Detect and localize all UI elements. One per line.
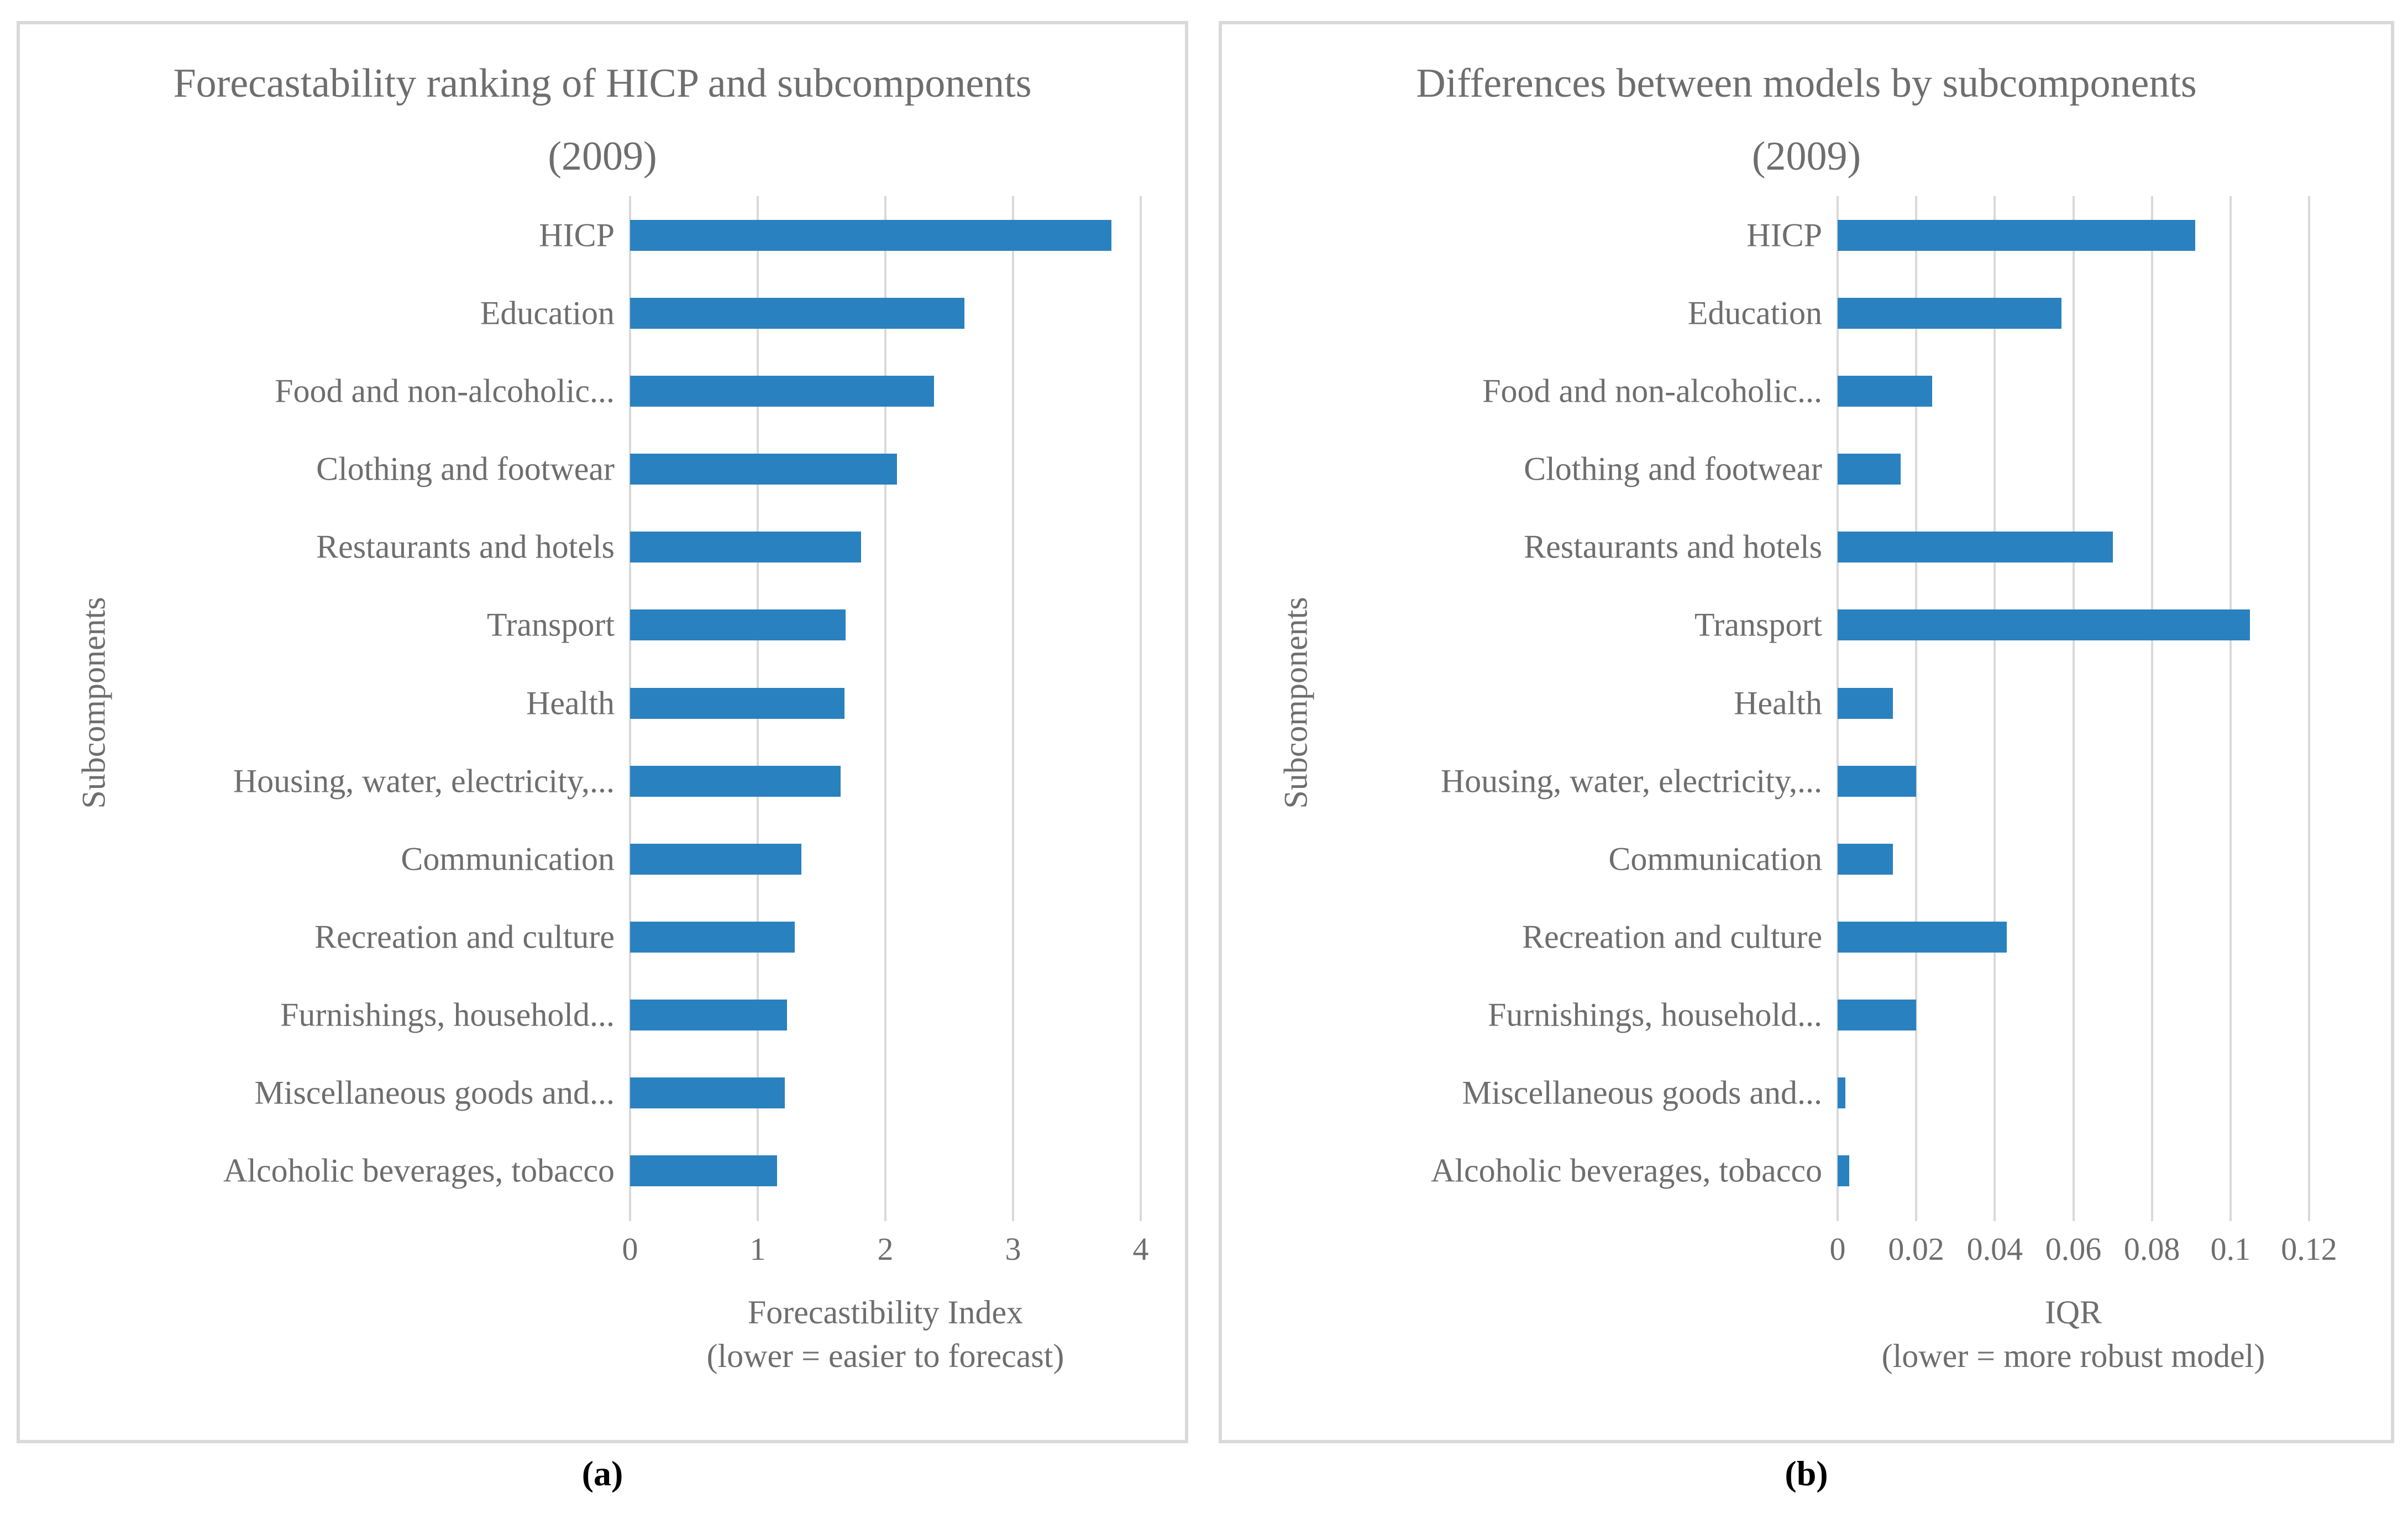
chart-b-bar-housing-water-electricity <box>1838 766 1916 797</box>
chart-a-bar-furnishings-household <box>630 1000 787 1030</box>
chart-a-bar-miscellaneous-goods-and <box>630 1077 785 1108</box>
chart-a-bar-housing-water-electricity <box>630 766 841 797</box>
chart-a-gridline-4 <box>1140 196 1142 1210</box>
chart-a-x-axis-title-line1: Forecastibility Index <box>747 1294 1024 1331</box>
chart-a-tick-mark-0 <box>629 1210 631 1221</box>
chart-b-tick-mark-0.06 <box>2073 1210 2075 1221</box>
chart-a-tick-mark-2 <box>884 1210 886 1221</box>
chart-panel-a <box>17 21 1188 1443</box>
chart-b-bar-clothing-and-footwear <box>1838 454 1901 485</box>
chart-b-tick-mark-0.1 <box>2229 1210 2232 1221</box>
chart-b-title-line1: Differences between models by subcomponents <box>1416 61 2197 106</box>
chart-b-gridline-0.08 <box>2151 196 2153 1210</box>
chart-a-tick-mark-1 <box>757 1210 759 1221</box>
chart-b-category-label-clothing-and-footwear: Clothing and footwear <box>1524 450 1822 487</box>
chart-a-y-axis-title: Subcomponents <box>75 597 112 809</box>
chart-a-category-label-furnishings-household: Furnishings, household... <box>280 996 615 1033</box>
chart-a-tick-label-2: 2 <box>877 1231 894 1267</box>
chart-b-bar-miscellaneous-goods-and <box>1838 1077 1845 1108</box>
chart-a-bar-alcoholic-beverages-tobacco <box>630 1155 777 1186</box>
chart-b-tick-mark-0 <box>1837 1210 1839 1221</box>
chart-panel-b <box>1219 21 2394 1443</box>
chart-b-y-axis-title: Subcomponents <box>1277 597 1314 809</box>
chart-b-bar-restaurants-and-hotels <box>1838 532 2113 562</box>
chart-a-title <box>20 48 1185 193</box>
chart-b-bar-furnishings-household <box>1838 1000 1916 1030</box>
chart-b-tick-label-0.12: 0.12 <box>2281 1231 2337 1267</box>
chart-b-gridline-0.02 <box>1915 196 1917 1210</box>
chart-a-bar-communication <box>630 844 801 875</box>
chart-b-tick-mark-0.12 <box>2308 1210 2310 1221</box>
chart-a-bar-restaurants-and-hotels <box>630 532 861 562</box>
chart-a-category-label-restaurants-and-hotels: Restaurants and hotels <box>316 528 615 565</box>
chart-b-tick-label-0.04: 0.04 <box>1966 1231 2023 1267</box>
chart-a-tick-label-1: 1 <box>749 1231 766 1267</box>
chart-b-tick-label-0.1: 0.1 <box>2210 1231 2251 1267</box>
chart-a-bar-health <box>630 688 844 719</box>
chart-a-tick-mark-4 <box>1140 1210 1142 1221</box>
chart-b-category-label-communication: Communication <box>1608 840 1822 877</box>
chart-b-x-axis-title-line1: IQR <box>2044 1294 2102 1331</box>
chart-b-tick-label-0.08: 0.08 <box>2123 1231 2180 1267</box>
chart-a-tick-label-0: 0 <box>622 1231 638 1267</box>
chart-a-category-label-transport: Transport <box>486 606 615 643</box>
chart-b-bar-communication <box>1838 844 1893 875</box>
chart-b-gridline-0.04 <box>1993 196 1996 1210</box>
chart-a-title-line2: (2009) <box>548 133 657 179</box>
chart-b-bar-alcoholic-beverages-tobacco <box>1838 1155 1849 1186</box>
chart-a-bar-clothing-and-footwear <box>630 454 897 485</box>
chart-a-category-label-hicp: HICP <box>539 217 615 254</box>
chart-b-bar-food-and-non-alcoholic <box>1838 376 1932 407</box>
chart-b-category-label-health: Health <box>1734 685 1822 721</box>
chart-b-tick-mark-0.02 <box>1915 1210 1917 1221</box>
chart-b-tick-label-0.06: 0.06 <box>2045 1231 2102 1267</box>
chart-b-bar-transport <box>1838 609 2250 640</box>
chart-b-bar-health <box>1838 688 1893 719</box>
chart-b-tick-label-0: 0 <box>1829 1231 1846 1267</box>
chart-a-gridline-2 <box>884 196 886 1210</box>
chart-b-x-axis-title-line2: (lower = more robust model) <box>1881 1338 2265 1375</box>
chart-b-category-label-furnishings-household: Furnishings, household... <box>1487 996 1822 1033</box>
chart-a-tick-mark-3 <box>1012 1210 1014 1221</box>
chart-b-category-label-transport: Transport <box>1694 606 1822 643</box>
chart-a-category-label-housing-water-electricity: Housing, water, electricity,... <box>233 762 615 800</box>
chart-b-category-label-hicp: HICP <box>1746 217 1822 254</box>
chart-a-category-label-clothing-and-footwear: Clothing and footwear <box>316 450 615 487</box>
chart-a-tick-label-4: 4 <box>1132 1231 1149 1267</box>
chart-a-category-label-recreation-and-culture: Recreation and culture <box>314 918 615 955</box>
chart-b-category-label-miscellaneous-goods-and: Miscellaneous goods and... <box>1462 1074 1822 1111</box>
chart-b-tick-mark-0.08 <box>2151 1210 2153 1221</box>
chart-a-tick-label-3: 3 <box>1005 1231 1021 1267</box>
chart-b-bar-education <box>1838 298 2061 329</box>
chart-a-category-label-education: Education <box>480 295 615 332</box>
chart-a-bar-recreation-and-culture <box>630 922 795 953</box>
chart-b-title <box>1222 48 2391 193</box>
chart-a-title-line1: Forecastability ranking of HICP and subcomponents <box>173 61 1032 106</box>
chart-b-category-label-food-and-non-alcoholic: Food and non-alcoholic... <box>1482 372 1822 409</box>
chart-a-category-label-food-and-non-alcoholic: Food and non-alcoholic... <box>275 372 615 409</box>
chart-a-category-label-miscellaneous-goods-and: Miscellaneous goods and... <box>254 1074 615 1111</box>
chart-b-category-label-alcoholic-beverages-tobacco: Alcoholic beverages, tobacco <box>1430 1152 1822 1189</box>
chart-a-bar-transport <box>630 609 846 640</box>
chart-b-category-label-education: Education <box>1687 295 1822 332</box>
chart-b-tick-label-0.02: 0.02 <box>1888 1231 1944 1267</box>
chart-b-tick-mark-0.04 <box>1993 1210 1996 1221</box>
chart-a-bar-hicp <box>630 220 1111 251</box>
caption-b: (b) <box>1785 1454 1828 1493</box>
chart-b-category-label-recreation-and-culture: Recreation and culture <box>1522 918 1822 955</box>
chart-b-bar-hicp <box>1838 220 2195 251</box>
chart-b-gridline-0.06 <box>2073 196 2075 1210</box>
chart-a-bar-education <box>630 298 964 329</box>
chart-a-category-label-communication: Communication <box>401 840 615 877</box>
caption-a: (a) <box>581 1454 623 1493</box>
chart-a-gridline-3 <box>1012 196 1014 1210</box>
chart-a-x-axis-title-line2: (lower = easier to forecast) <box>706 1338 1064 1375</box>
chart-a-category-label-health: Health <box>526 685 615 721</box>
chart-b-x-axis-title <box>1838 1291 2309 1378</box>
chart-a-category-label-alcoholic-beverages-tobacco: Alcoholic beverages, tobacco <box>223 1152 615 1189</box>
chart-b-category-label-restaurants-and-hotels: Restaurants and hotels <box>1524 528 1822 565</box>
chart-b-bar-recreation-and-culture <box>1838 922 2007 953</box>
chart-b-gridline-0.1 <box>2229 196 2232 1210</box>
chart-b-gridline-0.12 <box>2308 196 2310 1210</box>
chart-b-category-label-housing-water-electricity: Housing, water, electricity,... <box>1440 762 1822 800</box>
chart-b-plot-area <box>1222 196 2391 1267</box>
chart-b-title-line2: (2009) <box>1751 133 1861 179</box>
chart-a-x-axis-title <box>630 1291 1141 1378</box>
chart-a-plot-area <box>20 196 1185 1267</box>
chart-a-bar-food-and-non-alcoholic <box>630 376 934 407</box>
